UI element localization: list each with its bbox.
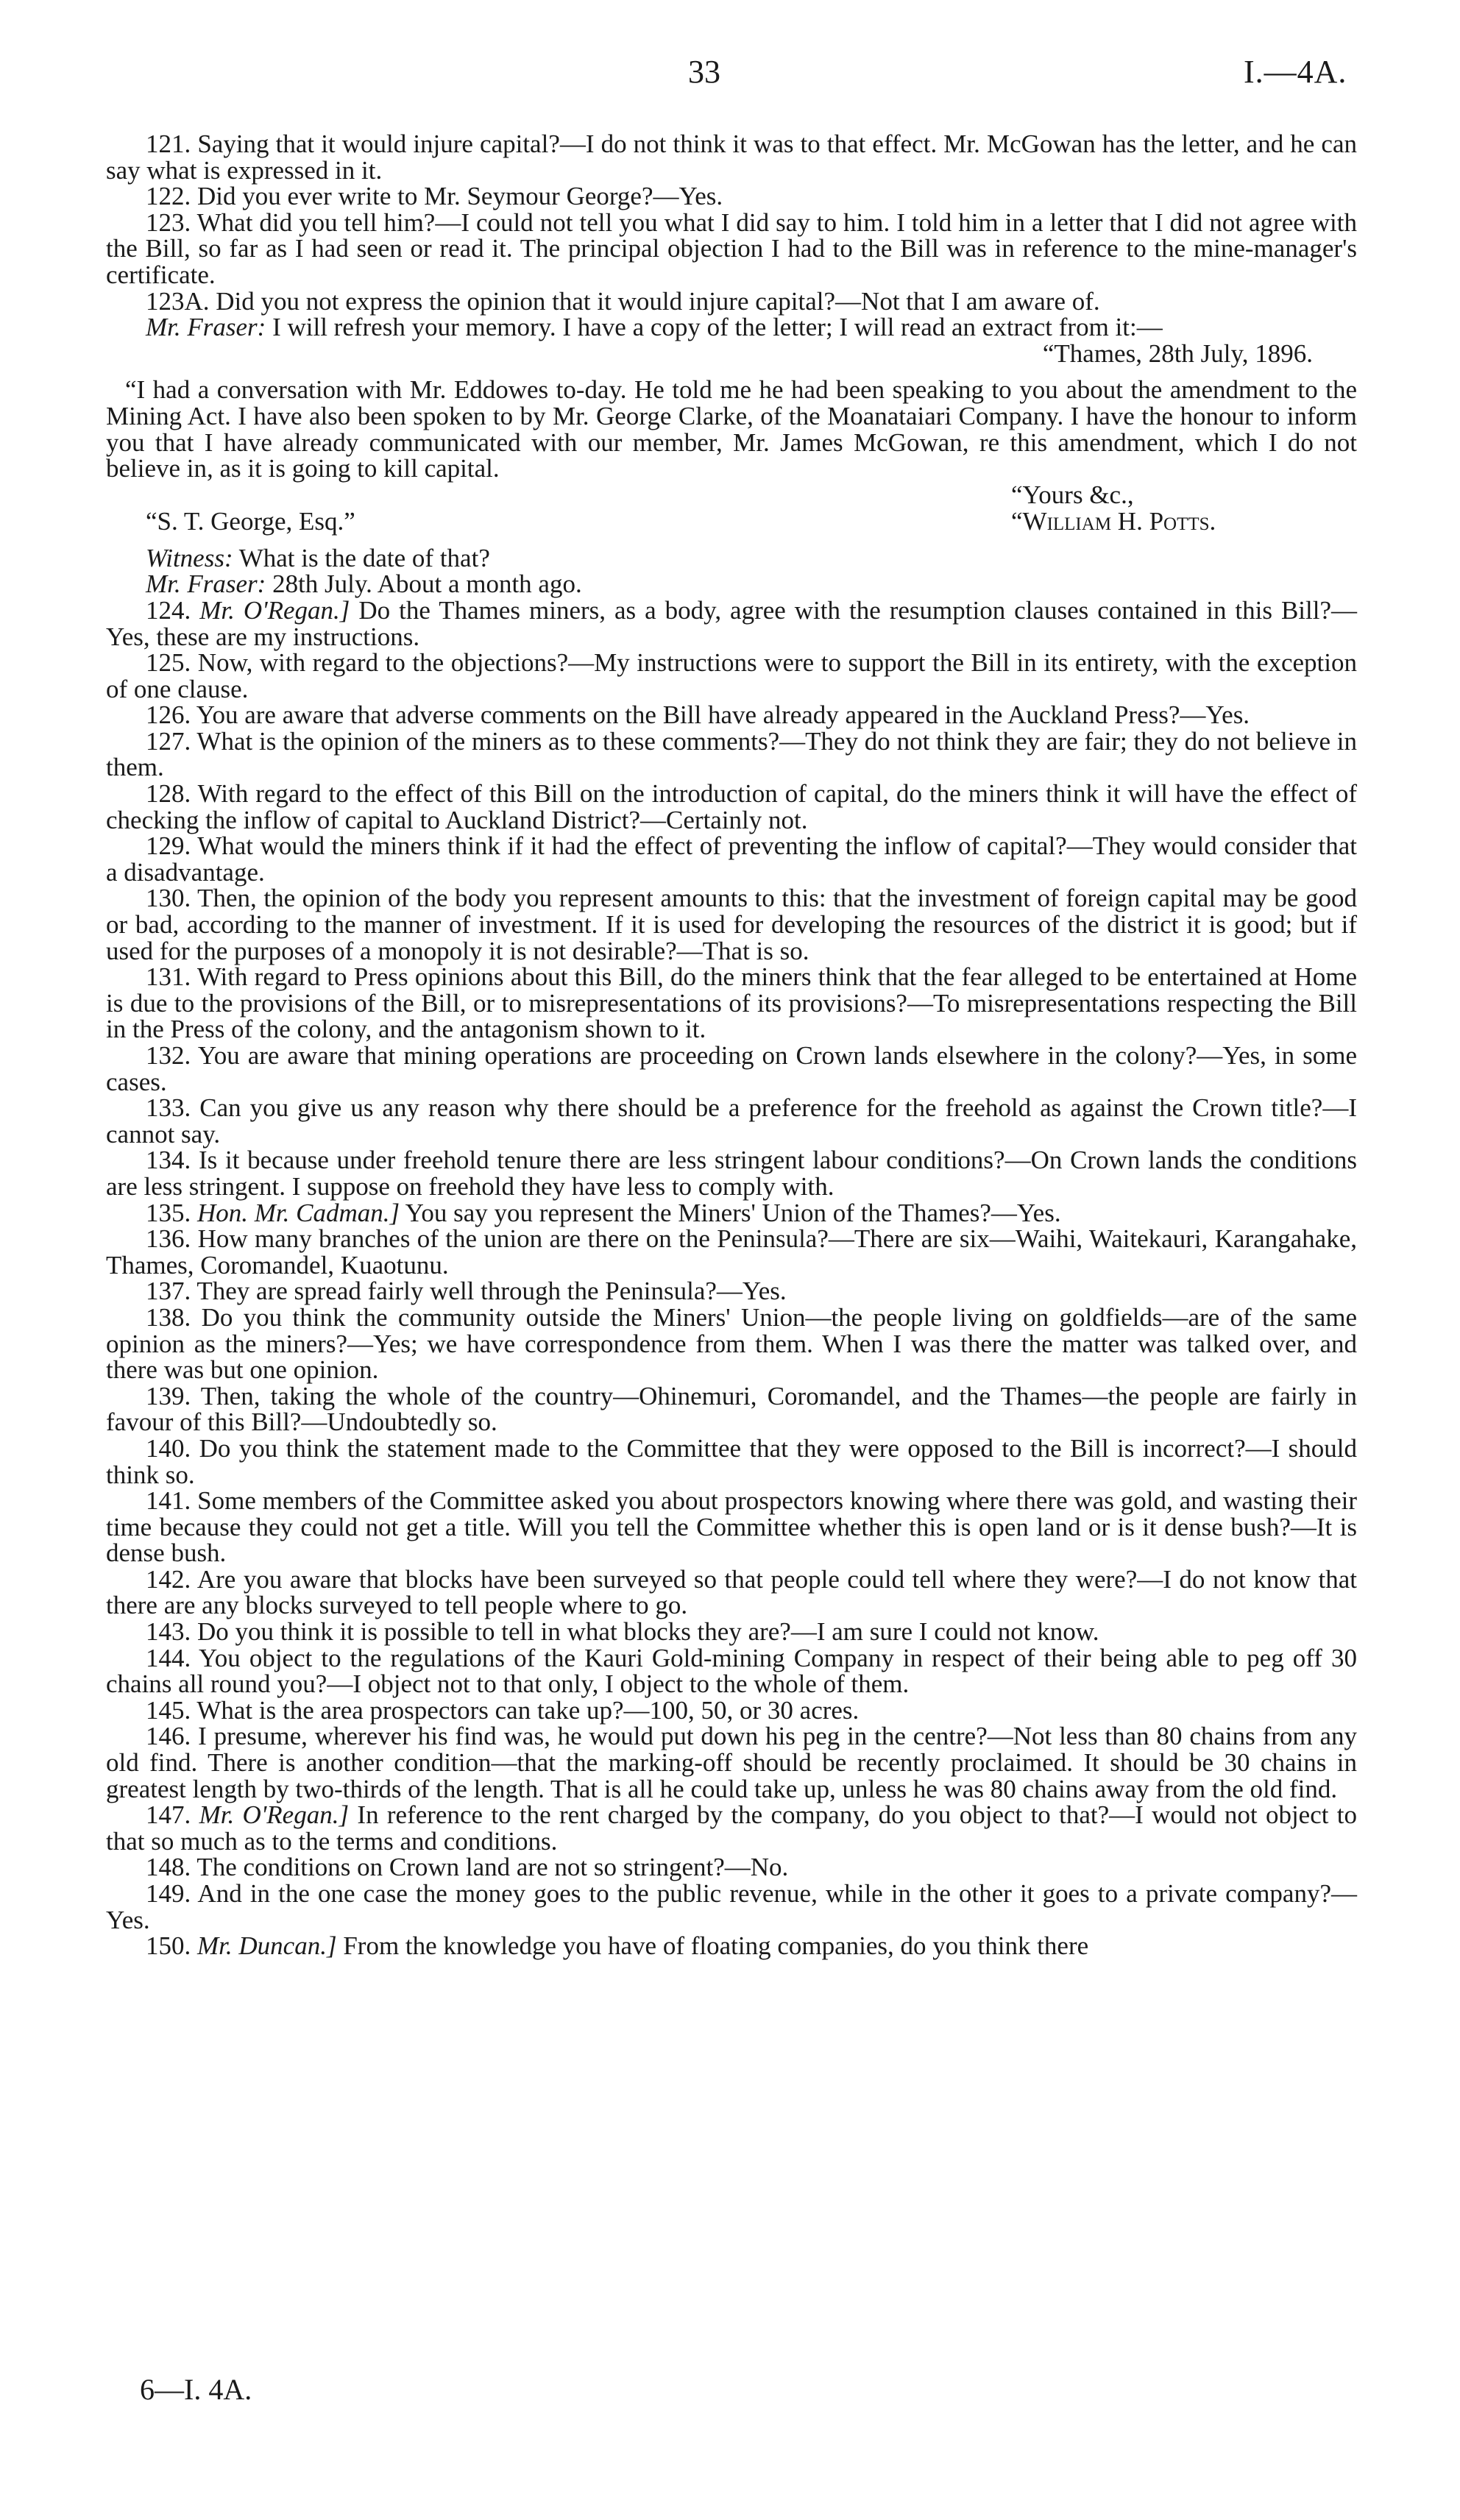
paragraph-141: 141. Some members of the Committee asked you about prospectors knowing where there was gold, and wasting their time because they could not get a title. Will you tell the Committee whether this is open land or is it dense bush?—It is dense bush. (106, 1486, 1357, 1568)
fraser-remark-1-text: I will refresh your memory. I have a copy of the letter; I will read an extract from it:— (272, 313, 1163, 342)
witness-remark (106, 545, 1357, 572)
paragraph-139: 139. Then, taking the whole of the country—Ohinemuri, Coromandel, and the Thames—the people are fairly in favour of this Bill?—Undoubtedly so. (106, 1381, 1357, 1437)
paragraph-143: 143. Do you think it is possible to tell in what blocks they are?—I am sure I could not know. (146, 1617, 1099, 1647)
paragraph-145: 145. What is the area prospectors can take up?—100, 50, or 30 acres. (146, 1695, 860, 1725)
letter-signature: “William H. Potts. (1011, 506, 1216, 536)
paragraph-146: 146. I presume, wherever his find was, he would put down his peg in the centre?—Not less than 80 chains from any old find. There is another condition—that the marking-off should be recently proclaimed. It should be 30 chains in greatest length by two-thirds of the length. That is all he could take up, unless he was 80 chains away from the old find. (106, 1722, 1357, 1803)
letter-body: “I had a conversation with Mr. Eddowes to-day. He told me he had been speaking to you about the amendment to the Mining Act. I have also been spoken to by Mr. George Clarke, of the Moanataiari Company. I have the honour to inform you that I have already communicated with our member, Mr. James McGowan, re this amendment, which I do not believe in, as it is going to kill capital. (106, 375, 1357, 483)
paragraph-150-text: From the knowledge you have of floating companies, do you think there (343, 1931, 1089, 1961)
fraser-remark-2-text: 28th July. About a month ago. (272, 569, 582, 599)
speaker-duncan: Mr. Duncan.] (197, 1931, 337, 1961)
speaker-fraser: Mr. Fraser: (146, 313, 266, 342)
paragraph-126: 126. You are aware that adverse comments on the Bill have already appeared in the Auckland Press?—Yes. (146, 700, 1250, 730)
paragraph-124 (106, 597, 1357, 650)
paragraph-123a: 123A. Did you not express the opinion that it would injure capital?—Not that I am aware of. (146, 286, 1100, 316)
letter-dateline: “Thames, 28th July, 1896. (1042, 338, 1313, 368)
paragraph-144: 144. You object to the regulations of the Kauri Gold-mining Company in respect of their being able to peg off 30 chains all round you?—I object not to that only, I object to the whole of them. (106, 1643, 1357, 1699)
paragraph-147-number: 147. (146, 1800, 191, 1830)
speaker-cadman: Hon. Mr. Cadman.] (197, 1198, 400, 1227)
fraser-remark-1 (106, 314, 1357, 341)
paragraph-124-text: Do the Thames miners, as a body, agree with the resumption clauses contained in this Bill?—Yes, these are my instructions. (106, 595, 1358, 651)
paragraph-132: 132. You are aware that mining operations are proceeding on Crown lands elsewhere in the colony?—Yes, in some cases. (106, 1041, 1357, 1096)
paragraph-121: 121. Saying that it would injure capital?—I do not think it was to that effect. Mr. McGowan has the letter, and he can say what is expressed in it. (106, 129, 1357, 185)
document-body (106, 131, 1357, 1959)
letter-signature-row (106, 508, 1357, 535)
letter-closing: “Yours &c., (1011, 480, 1134, 509)
paragraph-135 (106, 1200, 1357, 1227)
page-footer-signature: 6—I. 4A. (140, 2373, 252, 2406)
paragraph-122: 122. Did you ever write to Mr. Seymour George?—Yes. (146, 182, 723, 211)
paragraph-134: 134. Is it because under freehold tenure there are less stringent labour conditions?—On Crown lands the conditions are less stringent. I suppose on freehold they have less to comply with. (106, 1146, 1357, 1201)
paragraph-150-number: 150. (146, 1931, 191, 1961)
paragraph-129: 129. What would the miners think if it had the effect of preventing the inflow of capital?—They would consider that a disadvantage. (106, 831, 1357, 887)
speaker-witness: Witness: (146, 543, 233, 572)
paragraph-123: 123. What did you tell him?—I could not tell you what I did say to him. I told him in a letter that I did not agree with the Bill, so far as I had seen or read it. The principal objection I had to the Bill was in reference to the mine-manager's certificate. (106, 207, 1357, 289)
paragraph-127: 127. What is the opinion of the miners as to these comments?—They do not think they are fair; they do not believe in them. (106, 726, 1357, 782)
speaker-fraser-2: Mr. Fraser: (146, 569, 266, 599)
paragraph-135-text: You say you represent the Miners' Union of the Thames?—Yes. (405, 1198, 1061, 1227)
letter-addressee: “S. T. George, Esq.” (146, 506, 355, 536)
paragraph-137: 137. They are spread fairly well through the Peninsula?—Yes. (146, 1277, 787, 1306)
fraser-remark-2 (106, 571, 1357, 597)
witness-remark-text: What is the date of that? (238, 543, 490, 572)
paragraph-124-number: 124. (146, 595, 191, 625)
paragraph-138: 138. Do you think the community outside the Miners' Union—the people living on goldfields—are of the same opinion as the miners?—Yes; we have correspondence from them. When I was there the matter was talked over, and there was but one opinion. (106, 1302, 1357, 1385)
paragraph-133: 133. Can you give us any reason why there should be a preference for the freehold as against the Crown title?—I cannot say. (106, 1093, 1357, 1149)
paragraph-147-text: In reference to the rent charged by the company, do you object to that?—I would not object to that so much as to the terms and conditions. (106, 1800, 1358, 1856)
paragraph-142: 142. Are you aware that blocks have been surveyed so that people could tell where they were?—I do not know that there are any blocks surveyed to tell people where to go. (106, 1564, 1357, 1620)
speaker-oregan-2: Mr. O'Regan.] (199, 1800, 350, 1830)
paragraph-150 (106, 1933, 1357, 1959)
paragraph-130: 130. Then, the opinion of the body you represent amounts to this: that the investment of foreign capital may be good or bad, according to the manner of investment. If it is used for developing the resources of the district it is good; but if used for the purposes of a monopoly it is not desirable?—That is so. (106, 884, 1357, 965)
paragraph-147 (106, 1802, 1357, 1854)
paragraph-148: 148. The conditions on Crown land are not so stringent?—No. (146, 1853, 789, 1882)
paragraph-131: 131. With regard to Press opinions about this Bill, do the miners think that the fear alleged to be entertained at Home is due to the provisions of the Bill, or to misrepresentations of its provisions?—To misrepresentations respecting the Bill in the Press of the colony, and the antagonism shown to it. (106, 962, 1357, 1044)
paragraph-125: 125. Now, with regard to the objections?—My instructions were to support the Bill in its entirety, with the exception of one clause. (106, 648, 1357, 703)
document-reference: I.—4A. (1244, 54, 1347, 90)
paragraph-136: 136. How many branches of the union are there on the Peninsula?—There are six—Waihi, Waitekauri, Karangahake, Thames, Coromandel, Kuaotunu. (106, 1224, 1357, 1279)
paragraph-149: 149. And in the one case the money goes to the public revenue, while in the other it goes to a private company?—Yes. (106, 1879, 1357, 1934)
speaker-oregan: Mr. O'Regan.] (199, 595, 350, 625)
paragraph-135-number: 135. (146, 1198, 191, 1227)
letter-closing-row (106, 482, 1357, 508)
page-number: 33 (688, 54, 720, 90)
paragraph-140: 140. Do you think the statement made to the Committee that they were opposed to the Bill is incorrect?—I should think so. (106, 1433, 1357, 1489)
paragraph-128: 128. With regard to the effect of this Bill on the introduction of capital, do the miners think it will have the effect of checking the inflow of capital to Auckland District?—Certainly not. (106, 779, 1357, 834)
